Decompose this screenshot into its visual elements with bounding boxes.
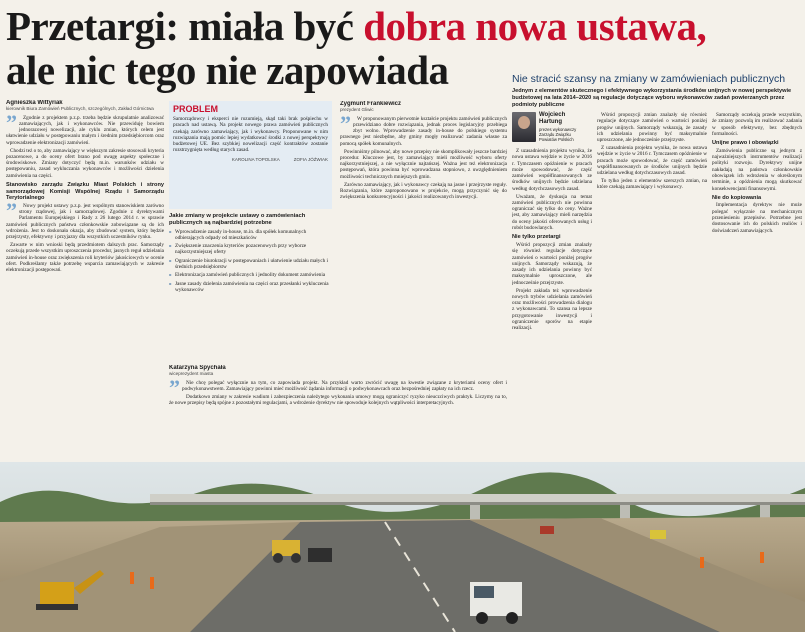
headline-part1: Przetargi: miała być bbox=[6, 3, 364, 49]
problem-box bbox=[169, 101, 332, 209]
signature-name: ZOFIA JÓŹWIAK bbox=[293, 156, 328, 162]
author-name: Katarzyna Spychała bbox=[169, 365, 226, 371]
changes-list-box bbox=[169, 213, 332, 355]
list-item: » Elektronizacja zamówień publicznych i jednolity dokument zamówienia bbox=[169, 272, 332, 278]
paragraph: Zawarte w nim wnioski będą przedmiotem dalszych prac. Samorządy oczekują przede wszystkim uproszczenia procedur, jasnych reguł udzielania zamówień in-house oraz zwiększenia roli kryteriów jakościowych w ocenie ofert. Podkreślamy także potrzebę wsparcia zamawiających w zakresie elektronizacji postępowań. bbox=[6, 242, 164, 274]
profile-name: Wojciech Hartung bbox=[539, 112, 566, 125]
profile-role: prezes wykonawczy Zarządu Związku Powiatów Polskich bbox=[539, 127, 577, 142]
photo-illustration bbox=[0, 462, 805, 632]
column-2-bottom bbox=[169, 365, 507, 459]
paragraph: Dodatkowo zmiany w zakresie wadium i zabezpieczenia należytego wykonania umowy mogą ograniczyć ryzyko nieuczciwych praktyk. Liczymy na to, że nowe przepisy będą spójne z pozostałymi regulacjami, a wdrożenie dyrektyw nie spowoduje kolejnych wątpliwości interpretacyjnych. bbox=[169, 393, 507, 406]
quote-icon: ” bbox=[340, 110, 351, 136]
section-heading: Nie tylko przetargi bbox=[512, 234, 561, 241]
section-heading: Nie do kopiowania bbox=[712, 194, 762, 201]
paragraph: Nowy projekt ustawy p.z.p. jest wspólnym stanowiskiem zarówno strony rządowej, jak i samorządowej. Zgodnie z dyrektywami Parlamentu Europejskiego i Rady z 26 lutego 2014 r. w sprawie zamówień publicznych państwa członkowskie zobowiązane są do ich wdrożenia. Jest to doskonała okazja, aby zbudować system, który będzie przejrzysty, efektywny i przyjazny dla wszystkich uczestników rynku. bbox=[6, 202, 164, 241]
author-name: Zygmunt Frankiewicz bbox=[340, 101, 402, 107]
road-construction-photo bbox=[0, 462, 805, 632]
paragraph: Powinniśmy pilnować, aby nowe przepisy nie skomplikowały jeszcze bardziej procedur. Kluczowe jest, by zamawiający mieli możliwość wyboru oferty najkorzystniejszej, a nie wyłącznie najtańszej. Ważna jest też elektronizacja postępowań, która powinna być wprowadzana stopniowo, z uwzględnieniem możliwości technicznych mniejszych gmin. bbox=[340, 148, 507, 180]
column-4b bbox=[597, 112, 707, 460]
headline-red-part: dobra nowa ustawa, bbox=[363, 3, 707, 49]
paragraph: Nie chcę polegać wyłącznie na tym, co zapowiada projekt. Na przykład warto zwrócić uwagę na kwestie związane z kryteriami oceny ofert i podwykonawstwem. Zamawiający powinni mieć możliwość żądania informacji o podwykonawcach oraz bezpośredniej zapłaty na ich rzecz. bbox=[182, 379, 507, 392]
changes-heading: Jakie zmiany w projekcie ustawy o zamówieniach publicznych są najbardziej potrzebne bbox=[169, 213, 306, 226]
paragraph: Zarówno zamawiający, jak i wykonawcy czekają na jasne i przejrzyste reguły. Rozwiązania, które zaproponowano w projekcie, mogą przyczynić się do zwiększenia konkurencyjności i jakości realizowanych inwestycji. bbox=[340, 181, 507, 201]
paragraph: W proponowanym pierwotnie kształcie projektu zamówień publicznych przewidziano dobre rozwiązania, jednak proces legislacyjny przebiega zbyt wolno. Wprowadzenie zasady in-house do polskiego systemu prawnego jest niezbędne, aby gminy mogły realizować zadania własne za pomocą spółek komunalnych. bbox=[340, 115, 507, 147]
column-4 bbox=[512, 148, 592, 460]
paragraph: Implementacja dyrektyw nie może polegać wyłącznie na mechanicznym przeniesieniu przepisów. Potrzebne jest dostosowanie ich do polskich realiów i doświadczeń zamawiających. bbox=[712, 202, 802, 234]
paragraph: Zamówienia publiczne są jednym z najważniejszych instrumentów realizacji polityki rozwoju. Dyrektywy unijne nakładają na państwa członkowskie obowiązek ich wdrożenia w określonym terminie, a opóźnienia mogą skutkować konsekwencjami finansowymi. bbox=[712, 147, 802, 192]
paragraph: Chodzi też o to, aby zamawiający w większym zakresie stosowali kryteria pozacenowe, a do oceny ofert brano pod uwagę aspekty społeczne i środowiskowe. Zmiany dotyczyć będą m.in. warunków udziału w postępowaniu, zasad wykluczania wykonawców i możliwości dzielenia zamówienia na części. bbox=[6, 147, 164, 179]
lead-paragraph: Jednym z elementów skutecznego i efektywnego wykorzystania środków unijnych w nowej perspektywie budżetowej na lata 2014–2020 są regulacje dotyczące wyboru wykonawców zadań powierzanych przez podmioty publiczne bbox=[512, 88, 792, 108]
list-item: » Jasne zasady dzielenia zamówienia na części oraz przesłanki wykluczenia wykonawców bbox=[169, 281, 332, 294]
author-role: wiceprezydent miasta bbox=[169, 371, 214, 377]
quote-icon: ” bbox=[6, 197, 17, 223]
headline-line2: ale nic tego nie zapowiada bbox=[6, 47, 449, 93]
quote-icon: ” bbox=[169, 374, 180, 400]
changes-list bbox=[169, 229, 332, 294]
author-role: prezydent Gliwic bbox=[340, 107, 374, 113]
list-item: » Ograniczenie biurokracji w postępowaniach i ułatwienie udziału małych i średnich przedsiębiorstw bbox=[169, 258, 332, 271]
expert-profile bbox=[512, 112, 588, 146]
list-item: » Zwiększenie znaczenia kryteriów pozacenowych przy wyborze najkorzystniejszej oferty bbox=[169, 243, 332, 256]
paragraph: Zgodnie z projektem p.z.p. trzeba będzie skrupulatnie analizować zamawiających, jak i wykonawców. Nie przewiduję bowiem jednorazowej nowelizacji, ale cyklu zmian, których celem jest ułatwienie udziału w postępowaniu małym i średnim przedsiębiorcom oraz wprowadzenie elektronizacji zamówień. bbox=[6, 114, 164, 146]
author-name: Agnieszka Wittyriak bbox=[6, 100, 63, 106]
paragraph: To tylko jeden z elementów szerszych zmian, na które czekają zamawiający i wykonawcy. bbox=[597, 177, 707, 191]
problem-signature bbox=[173, 157, 328, 162]
signature-name: KAROLINA TOPOLSKA bbox=[231, 156, 280, 162]
column-5 bbox=[712, 112, 802, 460]
quote-icon: ” bbox=[6, 109, 17, 135]
problem-title: PROBLEM bbox=[173, 104, 218, 114]
column-1 bbox=[6, 100, 164, 458]
portrait-photo bbox=[512, 112, 536, 142]
paragraph: Uważam, że dyskusja na temat zamówień publicznych nie powinna ograniczać się tylko do ceny. Ważne jest, aby zamawiający mieli narzędzia do oceny jakości oferowanych usług i robót budowlanych. bbox=[512, 193, 592, 232]
paragraph: Wśród propozycji zmian znalazły się również regulacje dotyczące zamówień o wartości poniżej progów unijnych. Samorządy wskazują, że zasady ich udzielania powinny być maksymalnie uproszczone, ale jednocześnie przejrzyste. bbox=[597, 112, 707, 144]
paragraph: Z uzasadnienia projektu wynika, że nowa ustawa wejdzie w życie w 2016 r. Tymczasem opóźnienie w pracach może spowodować, że część zamówień współfinansowanych ze środków unijnych będzie udzielana według dotychczasowych zasad. bbox=[512, 148, 592, 192]
paragraph: Projekt zakłada też wprowadzenie nowych trybów udzielania zamówień oraz możliwości prowadzenia dialogu z wykonawcami. To szansa na lepsze przygotowanie inwestycji i ograniczenie sporów na etapie realizacji. bbox=[512, 287, 592, 332]
problem-text: Samorządowcy i eksperci nie rozumieją, skąd taki brak pośpiechu w pracach nad ustawą. Na projekt nowego prawa zamówień publicznych czekają zarówno zamawiający, jak i wykonawcy. Proponowane w nim rozwiązania mają pomóc lepiej wydatkować środki z nowej perspektywy budżetowej UE. Bez szybkiej nowelizacji część kontraktów zostanie rozstrzygnięta według starych zasad. bbox=[173, 116, 328, 154]
section-heading: Stanowisko zarządu Związku Miast Polskich i strony samorządowej Komisji Wspólnej Rządu i Samorządu Terytorialnego bbox=[6, 182, 164, 202]
author-role: kierownik Biura Zamówień Publicznych, szczególnych, Zakład Górnictwa bbox=[6, 106, 154, 112]
column-3 bbox=[340, 101, 507, 361]
paragraph: Wśród propozycji zmian znalazły się również regulacje dotyczące zamówień o wartości poniżej progów unijnych. Samorządy wskazują, że zasady ich udzielania powinny być maksymalnie uproszczone, ale jednocześnie przejrzyste. bbox=[512, 241, 592, 286]
list-item: » Wprowadzenie zasady in-house, m.in. dla spółek komunalnych odbierających odpady od mieszkańców bbox=[169, 229, 332, 242]
section-heading: Unijne prawo i obowiązki bbox=[712, 140, 779, 147]
paragraph: Z uzasadnienia projektu wynika, że nowa ustawa wejdzie w życie w 2016 r. Tymczasem opóźnienie w pracach może spowodować, że część zamówień współfinansowanych ze środków unijnych będzie udzielana według dotychczasowych zasad. bbox=[597, 144, 707, 177]
subheadline: Nie stracić szansy na zmiany w zamówieniach publicznych bbox=[512, 73, 786, 85]
paragraph: Samorządy oczekują przede wszystkim, że zmiany pozwolą im realizować zadania w sposób efektywny, bez zbędnych formalności. bbox=[712, 112, 802, 137]
